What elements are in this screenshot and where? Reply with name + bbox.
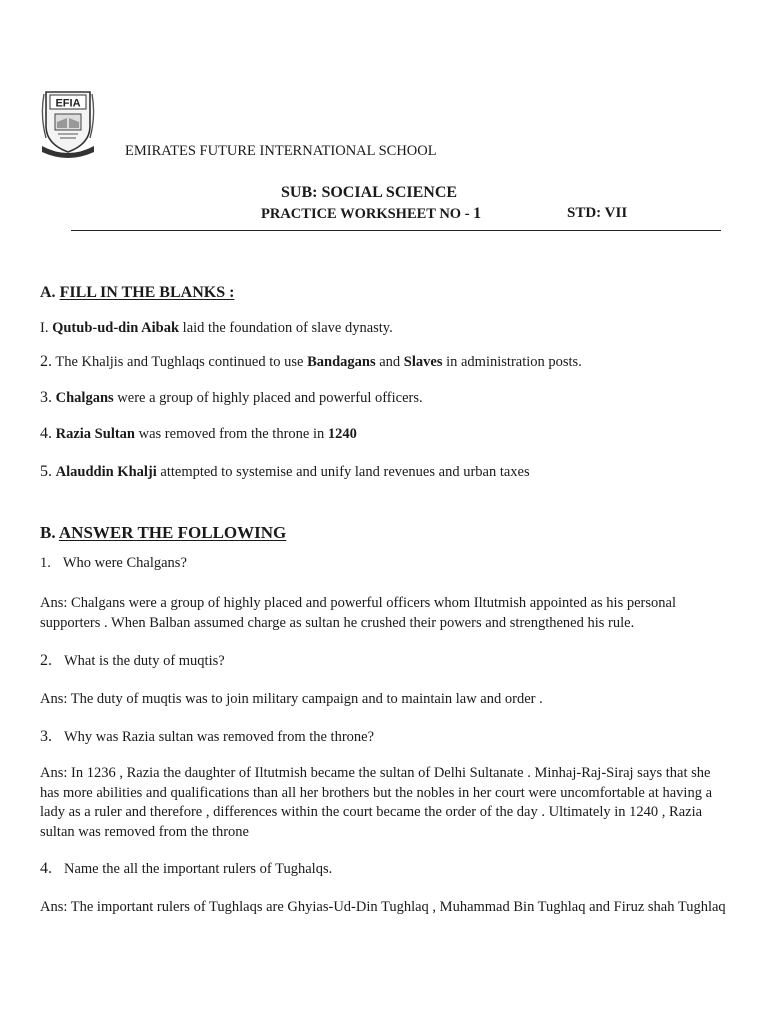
item-number: 5. xyxy=(40,463,52,480)
worksheet-label: PRACTICE WORKSHEET NO - xyxy=(261,206,474,222)
school-logo xyxy=(40,86,96,160)
question-number: 4. xyxy=(40,860,52,877)
header-divider xyxy=(71,230,721,231)
worksheet-number: 1 xyxy=(473,205,482,222)
school-name: EMIRATES FUTURE INTERNATIONAL SCHOOL xyxy=(125,143,437,159)
item-number: I. xyxy=(40,320,49,336)
item-text: was removed from the throne in xyxy=(135,426,328,442)
question-number: 2. xyxy=(40,652,52,669)
fill-blank-item-5 xyxy=(40,463,530,481)
item-text: in administration posts. xyxy=(442,354,582,370)
item-number: 4. xyxy=(40,425,52,442)
question-text: Name the all the important rulers of Tughalqs. xyxy=(64,861,333,877)
answer-text: 1240 xyxy=(327,426,357,442)
answer-text: Slaves xyxy=(403,354,443,370)
item-text: The Khaljis and Tughlaqs continued to use xyxy=(52,354,308,370)
subject-title: SUB: SOCIAL SCIENCE xyxy=(281,184,458,201)
question-number: 3. xyxy=(40,728,52,745)
answer-text: Bandagans xyxy=(307,354,376,370)
answer-1: Ans: Chalgans were a group of highly placed and powerful officers whom Iltutmish appointed as his personal supporters . When Balban assumed charge as sultan he crushed their powers and strengthened his rule. xyxy=(40,595,676,631)
question-number: 1. xyxy=(40,555,51,571)
item-text: laid the foundation of slave dynasty. xyxy=(179,320,393,336)
section-b-letter: B. xyxy=(40,523,59,542)
fill-blank-item-4 xyxy=(40,425,357,443)
item-text: attempted to systemise and unify land revenues and urban taxes xyxy=(156,464,530,480)
answer-3: Ans: In 1236 , Razia the daughter of Iltutmish became the sultan of Delhi Sultanate . Minhaj-Raj-Siraj says that she has more abilities and qualifications than all her brothers but the nobles in her court were uncomfortable at having a lady as a ruler and therefore , differences within the court became the order of the day . Ultimately in 1240 , Razia sultan was removed from the throne xyxy=(40,765,713,840)
item-number: 2. xyxy=(40,353,52,370)
section-a-title: FILL IN THE BLANKS : xyxy=(59,284,235,301)
answer-text: Qutub-ud-din Aibak xyxy=(52,320,180,336)
question-4 xyxy=(40,860,332,878)
fill-blank-item-2 xyxy=(40,353,582,371)
item-text: and xyxy=(375,354,404,370)
question-3 xyxy=(40,728,374,746)
answer-text: Chalgans xyxy=(55,390,114,406)
item-text: were a group of highly placed and powerful officers. xyxy=(113,390,423,406)
question-text: Who were Chalgans? xyxy=(62,555,187,571)
standard-label: STD: VII xyxy=(567,205,628,221)
question-2 xyxy=(40,652,225,670)
question-text: What is the duty of muqtis? xyxy=(64,653,225,669)
svg-text:EFIA: EFIA xyxy=(55,97,81,110)
section-b-heading xyxy=(40,523,286,543)
answer-text: Alauddin Khalji xyxy=(55,464,157,480)
item-number: 3. xyxy=(40,389,52,406)
section-b-title: ANSWER THE FOLLOWING xyxy=(58,523,287,542)
section-a-letter: A. xyxy=(40,284,60,301)
question-text: Why was Razia sultan was removed from the throne? xyxy=(64,729,375,745)
answer-text: Razia Sultan xyxy=(55,426,135,442)
fill-blank-item-3 xyxy=(40,389,423,407)
question-1 xyxy=(40,555,187,572)
answer-2: Ans: The duty of muqtis was to join military campaign and to maintain law and order . xyxy=(40,691,543,707)
section-a-heading xyxy=(40,284,234,302)
fill-blank-item-1 xyxy=(40,320,393,337)
answer-4: Ans: The important rulers of Tughlaqs are Ghyias-Ud-Din Tughlaq , Muhammad Bin Tughlaq and Firuz shah Tughlaq xyxy=(40,899,726,915)
worksheet-title xyxy=(261,205,481,223)
